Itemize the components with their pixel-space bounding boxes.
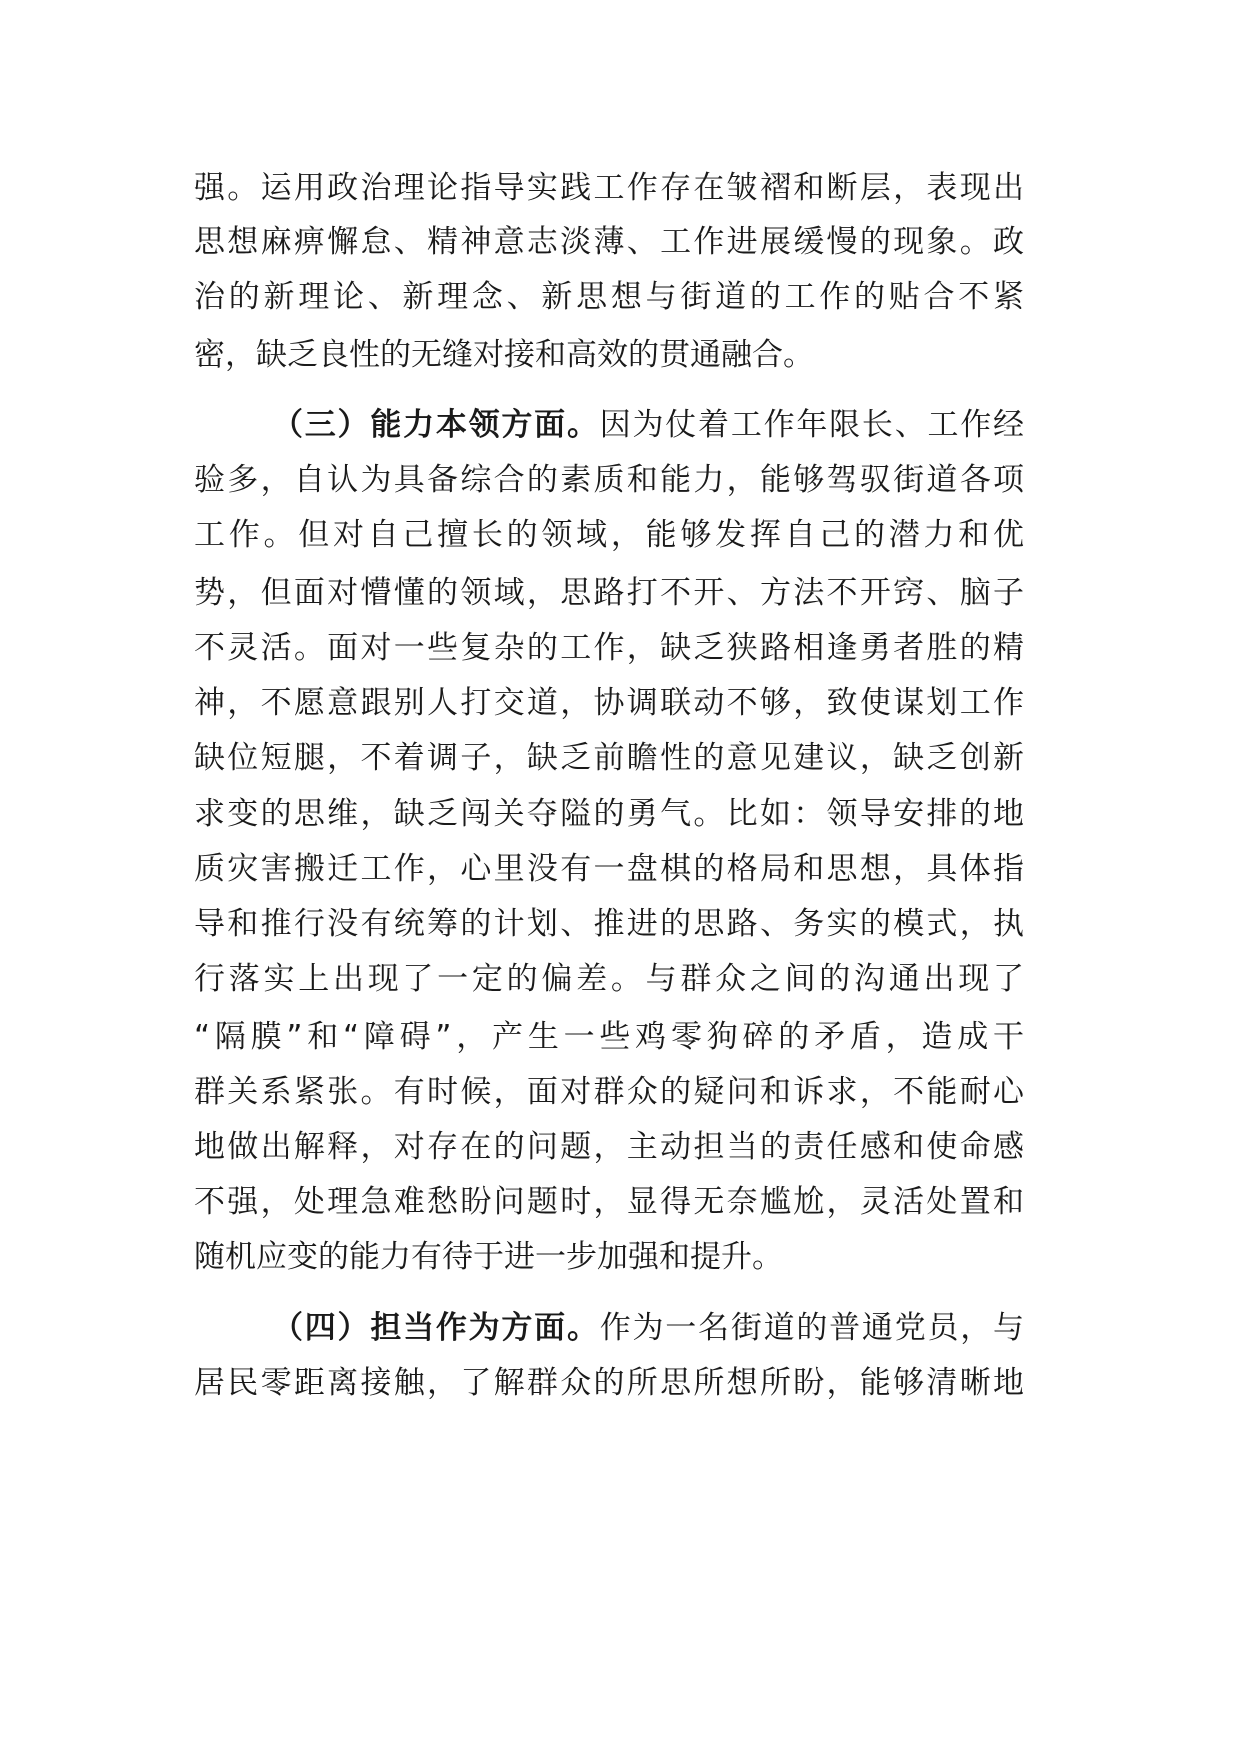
text-line: 随机应变的能力有待于进一步加强和提升。 xyxy=(194,1239,783,1275)
text-line: 居民零距离接触，了解群众的所思所想所盼，能够清晰地 xyxy=(194,1365,1024,1401)
text-line: 工作。但对自己擅长的领域，能够发挥自己的潜力和优 xyxy=(194,517,1024,553)
text-line: 治的新理论、新理念、新思想与街道的工作的贴合不紧 xyxy=(194,279,1024,315)
text-line: 密，缺乏良性的无缝对接和高效的贯通融合。 xyxy=(194,337,814,373)
text-line: 强。运用政治理论指导实践工作存在皱褶和断层，表现出 xyxy=(194,170,1024,206)
section-paragraph-start xyxy=(272,400,1024,450)
text-line: 验多，自认为具备综合的素质和能力，能够驾驭街道各项 xyxy=(194,462,1024,498)
text-line: 不强，处理急难愁盼问题时，显得无奈尴尬，灵活处置和 xyxy=(194,1184,1024,1220)
text-line: 质灾害搬迁工作，心里没有一盘棋的格局和思想，具体指 xyxy=(194,851,1024,887)
text-line: 地做出解释，对存在的问题，主动担当的责任感和使命感 xyxy=(194,1129,1024,1165)
text-line: 神，不愿意跟别人打交道，协调联动不够，致使谋划工作 xyxy=(194,685,1024,721)
text-line: “隔膜”和“障碍”，产生一些鸡零狗碎的矛盾，造成干 xyxy=(194,1019,1024,1055)
text-line: 求变的思维，缺乏闯关夺隘的勇气。比如：领导安排的地 xyxy=(194,796,1024,832)
section-paragraph-start xyxy=(272,1303,1024,1353)
text-line: 行落实上出现了一定的偏差。与群众之间的沟通出现了 xyxy=(194,961,1024,997)
text-line: 势，但面对懵懂的领域，思路打不开、方法不开窍、脑子 xyxy=(194,575,1024,611)
text-line: 不灵活。面对一些复杂的工作，缺乏狭路相逢勇者胜的精 xyxy=(194,630,1024,666)
section-heading-3: （三）能力本领方面。 xyxy=(272,407,600,443)
text-segment: 因为仗着工作年限长、工作经 xyxy=(599,407,1025,443)
section-heading-4: （四）担当作为方面。 xyxy=(272,1310,600,1346)
text-segment: 作为一名街道的普通党员，与 xyxy=(599,1310,1025,1346)
text-line: 思想麻痹懈怠、精神意志淡薄、工作进展缓慢的现象。政 xyxy=(194,224,1024,260)
text-line: 导和推行没有统筹的计划、推进的思路、务实的模式，执 xyxy=(194,906,1024,942)
text-line: 缺位短腿，不着调子，缺乏前瞻性的意见建议，缺乏创新 xyxy=(194,740,1024,776)
text-line: 群关系紧张。有时候，面对群众的疑问和诉求，不能耐心 xyxy=(194,1074,1024,1110)
